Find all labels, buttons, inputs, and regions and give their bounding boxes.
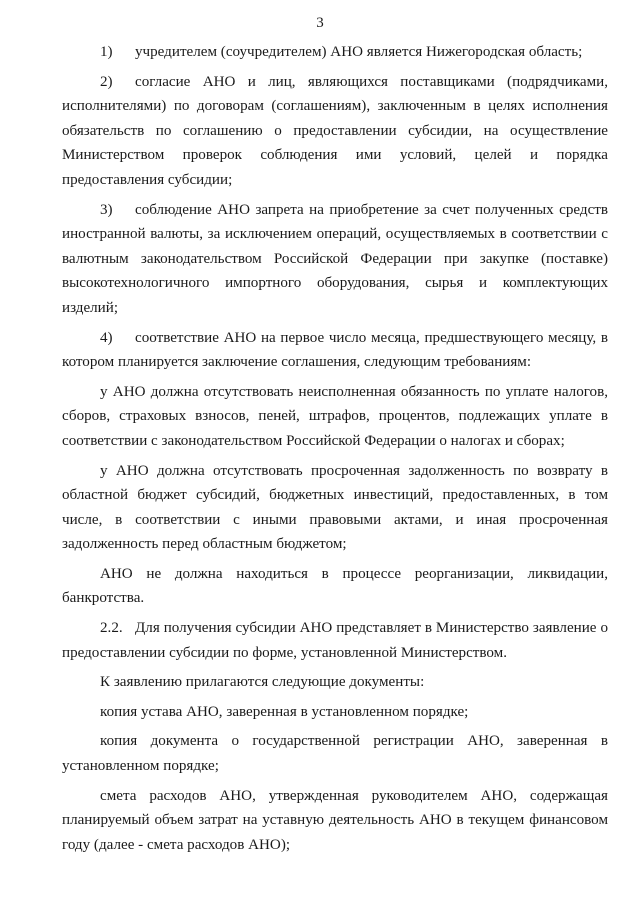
item-number: 1) bbox=[100, 44, 113, 60]
list-item-4 bbox=[62, 326, 608, 375]
requirement-debt: у АНО должна отсутствовать просроченная задолженность по возврату в областной бюджет субсидий, бюджетных инвестиций, предоставленных, в том числе, в соответствии с иными правовыми актами, и иная просроченная задолженность перед областным бюджетом; bbox=[62, 462, 608, 553]
list-item-2 bbox=[62, 70, 608, 193]
documents-intro: К заявлению прилагаются следующие документы: bbox=[100, 674, 425, 691]
item-text: соблюдение АНО запрета на приобретение за счет полученных средств иностранной валюты, за исключением операций, осуществляемых в соответствии с валютным законодательством Российской Федерации при закупке (поставке) высокотехнологичного импортного оборудования, сырья и комплектующих изделий; bbox=[62, 201, 608, 316]
document-item-registration: копия документа о государственной регистрации АНО, заверенная в установленном порядке; bbox=[62, 733, 608, 775]
item-number: 2) bbox=[100, 73, 113, 90]
item-text: учредителем (соучредителем) АНО является Нижегородская область; bbox=[135, 44, 583, 60]
item-text: соответствие АНО на первое число месяца, предшествующего месяцу, в котором планируется заключение соглашения, следующим требованиям: bbox=[62, 329, 608, 371]
page-number: 3 bbox=[316, 15, 324, 31]
item-number: 4) bbox=[100, 329, 113, 346]
section-text: Для получения субсидии АНО представляет в Министерство заявление о предоставлении субсидии по форме, установленной Министерством. bbox=[62, 620, 608, 661]
document-item-estimate: смета расходов АНО, утвержденная руководителем АНО, содержащая планируемый объем затрат на уставную деятельность АНО в текущем финансовом году (далее - смета расходов АНО); bbox=[62, 787, 608, 853]
item-text: согласие АНО и лиц, являющихся поставщиками (подрядчиками, исполнителями) по договорам (соглашениям), заключенным в целях исполнения обязательств по соглашению о предоставлении субсидии, на осуществление Министерством проверок соблюдения ими условий, целей и порядка предоставления субсидии; bbox=[62, 73, 608, 188]
section-number: 2.2. bbox=[100, 620, 123, 637]
document-body bbox=[62, 40, 608, 862]
item-number: 3) bbox=[100, 201, 113, 218]
requirement-taxes: у АНО должна отсутствовать неисполненная обязанность по уплате налогов, сборов, страховых взносов, пеней, штрафов, процентов, подлежащих уплате в соответствии с законодательством Российской Федерации о налогах и сборах; bbox=[62, 383, 608, 449]
section-2-2 bbox=[62, 616, 608, 665]
requirement-reorganization: АНО не должна находиться в процессе реорганизации, ликвидации, банкротства. bbox=[62, 565, 608, 607]
list-item-1 bbox=[62, 40, 608, 65]
list-item-3 bbox=[62, 198, 608, 321]
document-item-charter: копия устава АНО, заверенная в установленном порядке; bbox=[100, 703, 469, 720]
